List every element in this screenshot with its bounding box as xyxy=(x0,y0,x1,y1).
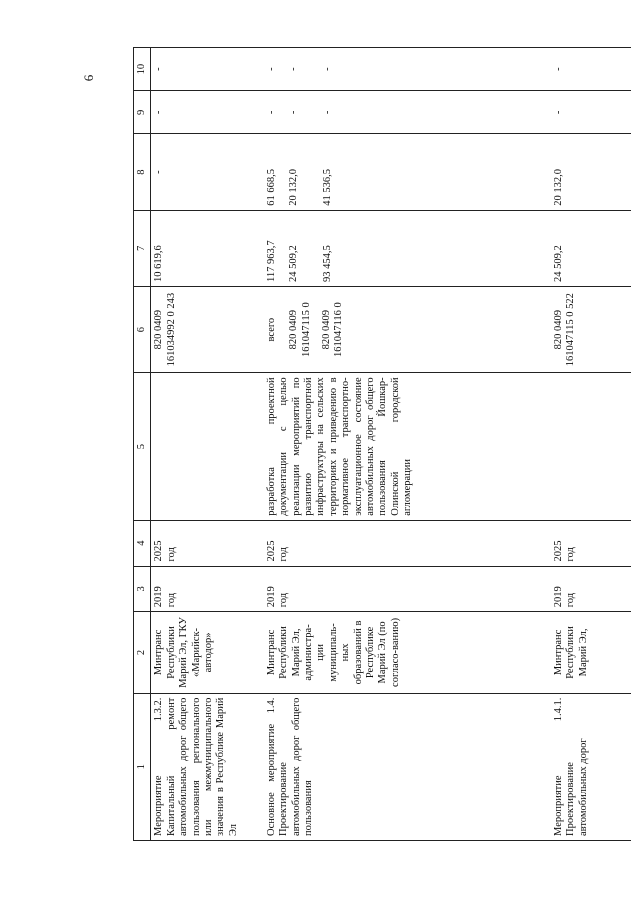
value-item: 93 454,5 xyxy=(321,245,333,282)
start-year: 2019 год xyxy=(151,566,264,612)
budget-code: 820 0409 161047115 0 522 xyxy=(552,293,577,367)
value-2020: 20 132,0 xyxy=(552,168,564,206)
table-row xyxy=(264,48,551,841)
value-cell-8 xyxy=(551,134,631,210)
budget-total-label: всего xyxy=(265,317,277,342)
budget-code: 820 0409 161047115 0 xyxy=(288,302,312,358)
value-cell-7 xyxy=(551,210,631,286)
activity-name: Основное мероприятие 1.4. Проектирование автомобильных дорог общего пользования xyxy=(264,693,551,840)
col-header-8: 8 xyxy=(134,134,151,210)
value-item: - xyxy=(321,67,333,71)
value-2019: 10 619,6 xyxy=(153,245,165,282)
value-total: 61 668,5 xyxy=(265,168,277,206)
executor: Минтранс Республики Марий Эл, администра-ции муниципаль-ных образований в Республике Марий Эл (по согласо-ванию) xyxy=(264,612,551,693)
col-header-3: 3 xyxy=(134,566,151,612)
page-number: 6 xyxy=(81,74,96,82)
value-cell-7 xyxy=(151,210,264,286)
value-cell-9 xyxy=(151,91,264,134)
end-year: 2025 год xyxy=(151,520,264,566)
value-cell-10 xyxy=(264,48,551,91)
value-2019: 24 509,2 xyxy=(552,245,564,282)
executor: Минтранс Республики Марий Эл, xyxy=(551,612,631,693)
start-year: 2019 год xyxy=(551,566,631,612)
header-row xyxy=(134,48,151,841)
value-item: 41 536,5 xyxy=(321,168,333,206)
value-item: - xyxy=(321,110,333,115)
budget-code-cell xyxy=(551,286,631,372)
col-header-5: 5 xyxy=(134,373,151,520)
value-cell-8 xyxy=(151,134,264,210)
value-cell-7 xyxy=(264,210,551,286)
value-cell-9 xyxy=(551,91,631,134)
col-header-2: 2 xyxy=(134,612,151,693)
table-row xyxy=(551,48,631,841)
activity-name: Мероприятие 1.3.2. Капитальный ремонт автомобильных дорог общего пользования регионального или межмуниципального значения в Республике Марий Эл xyxy=(151,693,264,840)
end-year: 2025 год xyxy=(264,520,551,566)
result xyxy=(551,373,631,520)
value-cell-9 xyxy=(264,91,551,134)
activity-name: Мероприятие 1.4.1. Проектирование автомобильных дорог xyxy=(551,693,631,840)
col-header-1: 1 xyxy=(134,693,151,840)
budget-code-cell xyxy=(264,286,551,372)
col-header-7: 7 xyxy=(134,210,151,286)
value-total: - xyxy=(265,67,277,71)
budget-code: 820 0409 161034992 0 243 xyxy=(153,292,177,367)
value-2021: - xyxy=(552,110,564,115)
value-total: 117 963,7 xyxy=(265,240,277,282)
value-total: - xyxy=(265,110,277,115)
value-2021: - xyxy=(153,110,165,115)
value-item: 20 132,0 xyxy=(288,168,300,206)
budget-table xyxy=(133,47,631,841)
value-2020: - xyxy=(153,170,165,174)
col-header-9: 9 xyxy=(134,91,151,134)
result: разработка проектной документации с целью реализации мероприятий по развитию транспортной инфраструктуры на сельских территориях и приведению в нормативное транспортно-эксплуатационное состояние автомобильных дорог общего пользования Йошкар-Олинской городской агломерации xyxy=(264,373,551,520)
value-2022: - xyxy=(153,67,165,71)
value-cell-10 xyxy=(551,48,631,91)
col-header-4: 4 xyxy=(134,520,151,566)
col-header-6: 6 xyxy=(134,286,151,372)
budget-code-cell xyxy=(151,286,264,372)
end-year: 2025 год xyxy=(551,520,631,566)
value-item: - xyxy=(288,67,300,71)
col-header-10: 10 xyxy=(134,48,151,91)
start-year: 2019 год xyxy=(264,566,551,612)
value-2022: - xyxy=(552,67,564,71)
value-item: 24 509,2 xyxy=(288,245,300,282)
budget-code: 820 0409 161047116 0 xyxy=(321,302,345,358)
value-cell-10 xyxy=(151,48,264,91)
value-item: - xyxy=(288,110,300,115)
value-cell-8 xyxy=(264,134,551,210)
result xyxy=(151,373,264,520)
executor: Минтранс Республики Марий Эл, ГКУ «Марийск-автодор» xyxy=(151,612,264,693)
table-row xyxy=(151,48,264,841)
